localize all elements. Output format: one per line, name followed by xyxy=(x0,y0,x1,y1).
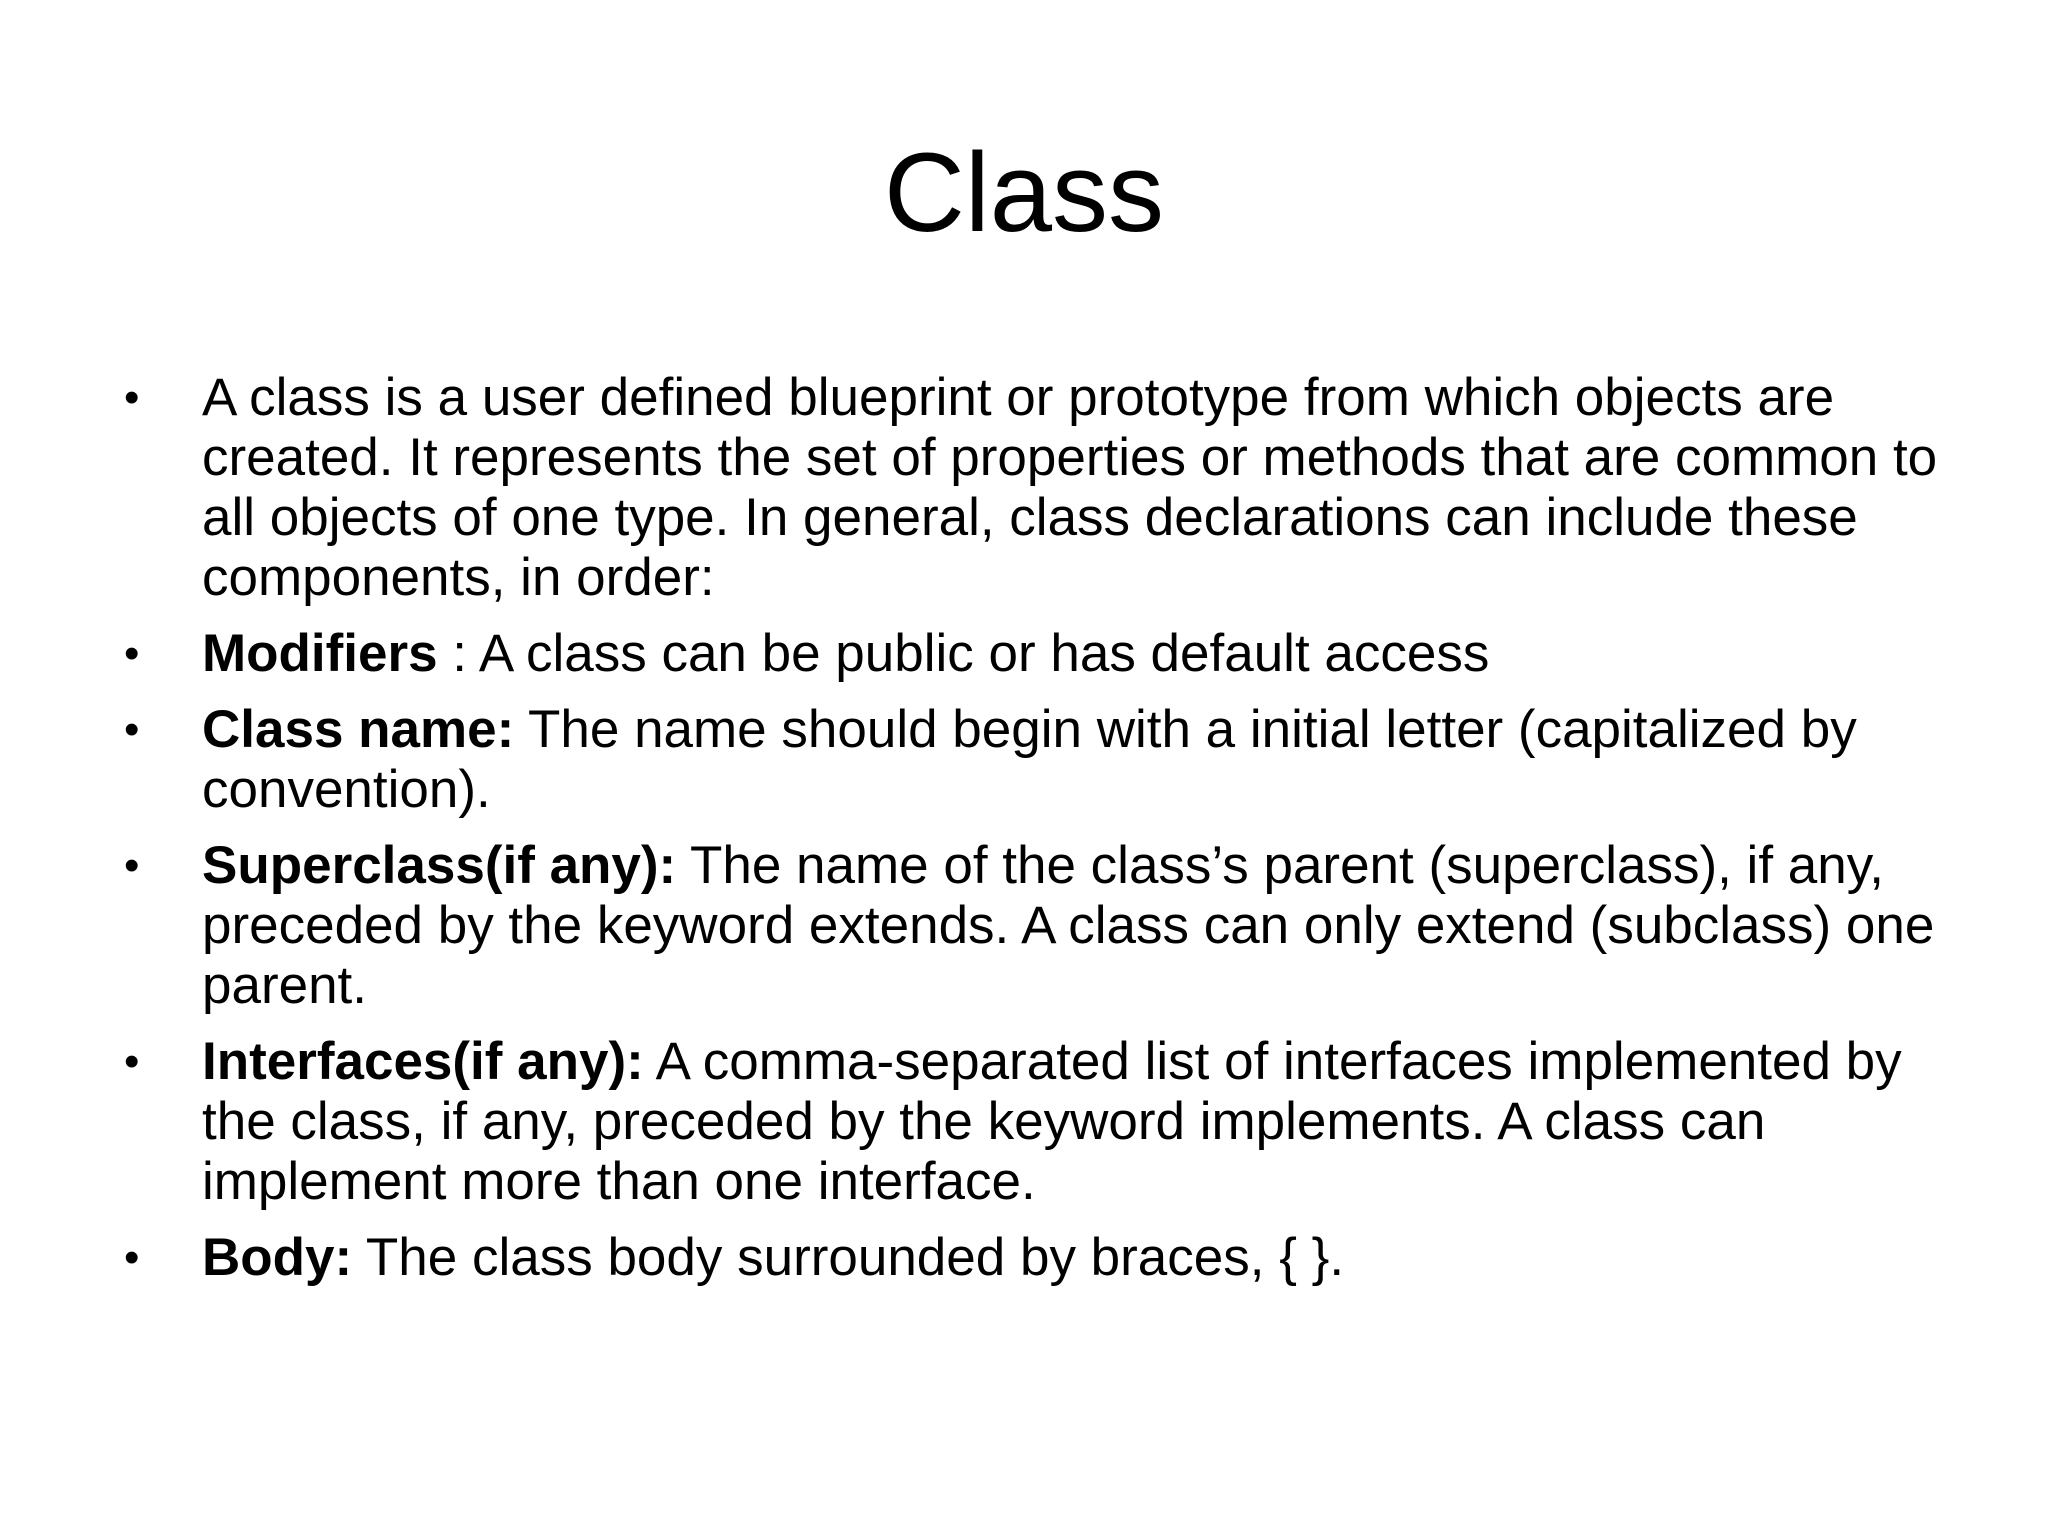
bullet-icon: • xyxy=(124,1037,140,1086)
bullet-icon: • xyxy=(124,1233,140,1282)
bullet-item-intro xyxy=(120,368,1950,608)
bullet-term: Interfaces(if any): xyxy=(202,1032,644,1091)
bullet-list xyxy=(120,368,1950,1304)
bullet-icon: • xyxy=(124,373,140,422)
bullet-icon: • xyxy=(124,629,140,678)
bullet-text: The class body surrounded by braces, { }. xyxy=(352,1228,1345,1287)
bullet-text: A class is a user defined blueprint or prototype from which objects are created. It represents the set of properties or methods that are common to all objects of one type. In general, class declarations can include these components, in order: xyxy=(202,368,1938,607)
bullet-item-interfaces xyxy=(120,1032,1950,1212)
slide-title: Class xyxy=(883,130,1165,255)
bullet-item-body xyxy=(120,1228,1950,1288)
bullet-text: The name should begin with a initial letter (capitalized by convention). xyxy=(202,700,1857,819)
bullet-text: A comma-separated list of interfaces implemented by the class, if any, preceded by the keyword implements. A class can implement more than one interface. xyxy=(202,1032,1902,1211)
bullet-term: Body: xyxy=(202,1228,353,1287)
bullet-item-modifiers xyxy=(120,624,1950,684)
bullet-icon: • xyxy=(124,841,140,890)
bullet-item-class-name xyxy=(120,700,1950,820)
bullet-icon: • xyxy=(124,705,140,754)
bullet-text: The name of the class’s parent (superclass), if any, preceded by the keyword extends. A class can only extend (subclass) one parent. xyxy=(202,836,1935,1015)
bullet-term: Superclass(if any): xyxy=(202,836,677,895)
bullet-term: Class name: xyxy=(202,700,515,759)
bullet-term: Modifiers xyxy=(202,624,438,683)
bullet-text: : A class can be public or has default access xyxy=(437,624,1490,683)
bullet-item-superclass xyxy=(120,836,1950,1016)
